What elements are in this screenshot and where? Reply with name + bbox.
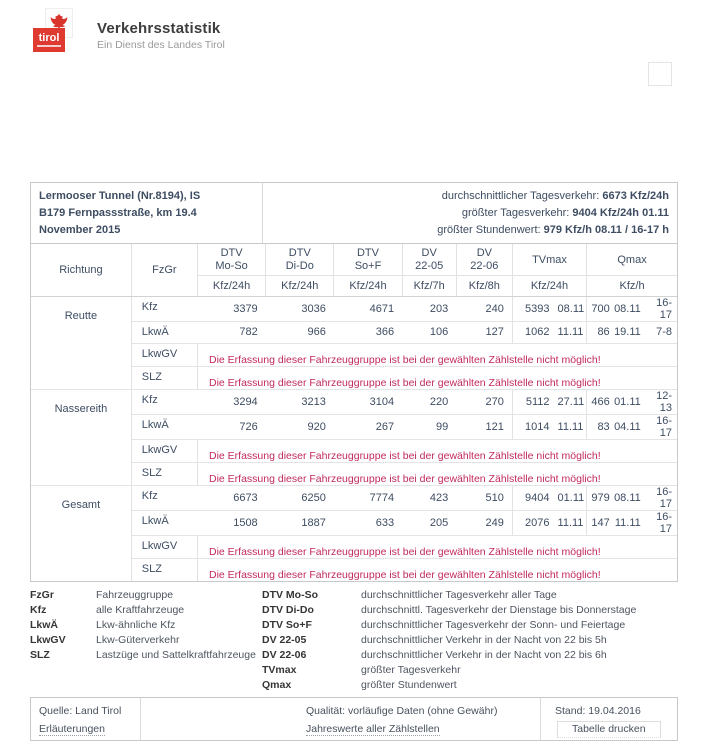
column-header-line1: Qmax: [617, 253, 647, 266]
cell-tvmax-date: 01.11: [558, 485, 587, 510]
station-road: B179 Fernpassstraße, km 19.4: [39, 207, 197, 219]
column-header-line1: DV: [421, 247, 437, 260]
cell-tvmax: 1014: [512, 414, 557, 439]
legend-term: LkwGV: [30, 634, 66, 646]
richtung-label: Reutte: [31, 296, 131, 389]
summary-max-hourly: [271, 222, 669, 239]
summary-avg-daily-label: durchschnittlicher Tagesverkehr:: [441, 190, 603, 202]
cell-qmax-hour: 16-17: [646, 510, 677, 535]
cell-dv-2205: 203: [402, 296, 456, 321]
cell-dtv-moso: 782: [197, 321, 265, 343]
cell-tvmax: 9404: [512, 485, 557, 510]
unit-dv-2206: Kfz/8h: [456, 275, 512, 296]
fzgr-label: LkwGV: [131, 439, 197, 462]
fzgr-label: LkwÄ: [131, 321, 197, 343]
legend-term: DTV Di-Do: [262, 604, 314, 616]
cell-tvmax: 5112: [512, 389, 557, 414]
legend-definition: Lastzüge und Sattelkraftfahrzeuge: [96, 649, 256, 661]
cell-dv-2206: 510: [456, 485, 512, 510]
brand-header: [33, 8, 225, 56]
erlaeuterungen-link[interactable]: Erläuterungen: [39, 723, 105, 735]
legend-definition: Lkw-Güterverkehr: [96, 634, 180, 646]
cell-qmax: 83: [587, 414, 613, 439]
cell-qmax-date: 19.11: [613, 321, 646, 343]
cell-dv-2206: 121: [456, 414, 512, 439]
legend-term: DV 22-06: [262, 649, 307, 661]
legend-item: [262, 678, 678, 693]
legend-item: [262, 648, 678, 663]
jahreswerte-link[interactable]: Jahreswerte aller Zählstellen: [306, 723, 440, 735]
unit-tvmax: Kfz/24h: [512, 275, 586, 296]
legend-term: DV 22-05: [262, 634, 307, 646]
table-row: [31, 485, 677, 510]
summary-max-daily-value: 9404 Kfz/24h 01.11: [572, 207, 669, 219]
legend-term: Kfz: [30, 604, 47, 616]
cell-qmax-hour: 16-17: [646, 414, 677, 439]
cell-dtv-moso: 3379: [197, 296, 265, 321]
cell-dv-2206: 240: [456, 296, 512, 321]
legend-definition: durchschnittlicher Verkehr in der Nacht von 22 bis 6h: [361, 649, 607, 661]
legend-item: [30, 588, 262, 603]
legend-definition: alle Kraftfahrzeuge: [96, 604, 185, 616]
summary-max-daily: [271, 205, 669, 222]
cell-dtv-sof: 7774: [334, 485, 402, 510]
not-possible-message: Die Erfassung dieser Fahrzeuggruppe ist bei der gewählten Zählstelle nicht möglich!: [197, 558, 677, 581]
legend-definition: durchschnittlicher Tagesverkehr der Sonn- und Feiertage: [361, 619, 626, 631]
fzgr-label: SLZ: [131, 558, 197, 581]
cell-dtv-dido: 966: [266, 321, 334, 343]
station-month: November 2015: [39, 224, 121, 236]
column-header-line1: DTV: [220, 247, 243, 260]
legend-term: FzGr: [30, 589, 54, 601]
fzgr-label: Kfz: [131, 389, 197, 414]
fzgr-label: LkwÄ: [131, 414, 197, 439]
cell-qmax-date: 01.11: [613, 389, 646, 414]
cell-qmax: 86: [587, 321, 613, 343]
unit-dtv-sof: Kfz/24h: [334, 275, 402, 296]
legend-definition: durchschnittlicher Verkehr in der Nacht von 22 bis 5h: [361, 634, 607, 646]
legend-item: [30, 603, 262, 618]
summary-values: [263, 183, 677, 243]
legend-item: [30, 618, 262, 633]
empty-placeholder-box: [648, 62, 672, 86]
cell-tvmax-date: 27.11: [558, 389, 587, 414]
fzgr-label: LkwGV: [131, 343, 197, 366]
cell-tvmax-date: 11.11: [558, 414, 587, 439]
cell-dtv-dido: 3213: [266, 389, 334, 414]
cell-tvmax-date: 08.11: [558, 296, 587, 321]
legend-term: Qmax: [262, 679, 292, 691]
cell-qmax-hour: 7-8: [646, 321, 677, 343]
cell-dtv-sof: 3104: [334, 389, 402, 414]
table-header: [31, 244, 677, 296]
stand-label: Stand: 19.04.2016: [555, 705, 641, 717]
cell-dtv-moso: 6673: [197, 485, 265, 510]
station-info: [31, 183, 263, 243]
cell-dtv-moso: 3294: [197, 389, 265, 414]
column-header-dv-2205: [402, 244, 456, 275]
legend-definition: Fahrzeuggruppe: [96, 589, 174, 601]
cell-dv-2205: 205: [402, 510, 456, 535]
station-info-block: [31, 183, 677, 244]
richtung-label: Nassereith: [31, 389, 131, 485]
not-possible-message: Die Erfassung dieser Fahrzeuggruppe ist bei der gewählten Zählstelle nicht möglich!: [197, 343, 677, 366]
column-header-line2: Di-Do: [285, 260, 314, 273]
summary-max-hourly-label: größter Stundenwert:: [437, 224, 544, 236]
station-name: Lermooser Tunnel (Nr.8194), IS: [39, 190, 201, 202]
cell-tvmax: 1062: [512, 321, 557, 343]
legend-item: [262, 588, 678, 603]
legend-term: LkwÄ: [30, 619, 59, 631]
not-possible-message: Die Erfassung dieser Fahrzeuggruppe ist bei der gewählten Zählstelle nicht möglich!: [197, 439, 677, 462]
cell-tvmax: 5393: [512, 296, 557, 321]
cell-qmax: 147: [587, 510, 613, 535]
legend: [30, 588, 678, 693]
footer-quality-cell: [141, 698, 541, 740]
column-header-line1: DTV: [356, 247, 379, 260]
legend-definition: größter Stundenwert: [361, 679, 457, 691]
column-header-dv-2206: [456, 244, 512, 275]
page-titles: [97, 8, 225, 51]
page-title: Verkehrsstatistik: [97, 20, 221, 37]
cell-dtv-moso: 726: [197, 414, 265, 439]
cell-tvmax-date: 11.11: [558, 321, 587, 343]
summary-max-daily-label: größter Tagesverkehr:: [461, 207, 573, 219]
statistics-document: [30, 182, 678, 582]
cell-qmax-date: 08.11: [613, 296, 646, 321]
cell-qmax: 979: [587, 485, 613, 510]
tirol-logo-wordmark: [33, 28, 65, 52]
cell-dv-2206: 249: [456, 510, 512, 535]
column-header-line2: 22-05: [415, 260, 444, 273]
column-header-line1: DV: [476, 247, 492, 260]
legend-definition: größter Tagesverkehr: [361, 664, 461, 676]
legend-term: TVmax: [262, 664, 297, 676]
cell-dtv-sof: 366: [334, 321, 402, 343]
cell-dtv-dido: 920: [266, 414, 334, 439]
legend-definition: Lkw-ähnliche Kfz: [96, 619, 176, 631]
footer-bar: [30, 697, 678, 741]
cell-qmax: 700: [587, 296, 613, 321]
legend-item: [30, 633, 262, 648]
cell-dv-2205: 106: [402, 321, 456, 343]
cell-dtv-dido: 3036: [266, 296, 334, 321]
source-label: Quelle: Land Tirol: [39, 705, 122, 717]
cell-dv-2206: 270: [456, 389, 512, 414]
page-subtitle: Ein Dienst des Landes Tirol: [97, 39, 225, 51]
column-header-richtung: Richtung: [31, 244, 131, 296]
footer-date-cell: [541, 698, 677, 740]
cell-qmax-date: 08.11: [613, 485, 646, 510]
cell-dtv-dido: 1887: [266, 510, 334, 535]
cell-qmax-hour: 16-17: [646, 485, 677, 510]
not-possible-message: Die Erfassung dieser Fahrzeuggruppe ist bei der gewählten Zählstelle nicht möglich!: [197, 366, 677, 389]
richtung-label: Gesamt: [31, 485, 131, 581]
table-row: [31, 296, 677, 321]
fzgr-label: LkwÄ: [131, 510, 197, 535]
unit-dv-2205: Kfz/7h: [402, 275, 456, 296]
quality-label: Qualität: vorläufige Daten (ohne Gewähr): [306, 705, 498, 717]
column-header-dtv-moso: [197, 244, 265, 275]
summary-avg-daily-value: 6673 Kfz/24h: [602, 190, 669, 202]
summary-avg-daily: [271, 188, 669, 205]
legend-term: DTV Mo-So: [262, 589, 318, 601]
cell-dv-2205: 423: [402, 485, 456, 510]
tirol-logo-underline: [37, 45, 61, 47]
legend-item: [30, 648, 262, 663]
legend-term: SLZ: [30, 649, 50, 661]
legend-term: DTV So+F: [262, 619, 312, 631]
not-possible-message: Die Erfassung dieser Fahrzeuggruppe ist bei der gewählten Zählstelle nicht möglich!: [197, 535, 677, 558]
cell-dv-2205: 220: [402, 389, 456, 414]
fzgr-label: Kfz: [131, 296, 197, 321]
cell-qmax-date: 11.11: [613, 510, 646, 535]
column-header-qmax: [587, 244, 677, 275]
legend-item: [262, 633, 678, 648]
fzgr-label: LkwGV: [131, 535, 197, 558]
cell-dtv-sof: 633: [334, 510, 402, 535]
unit-dtv-dido: Kfz/24h: [266, 275, 334, 296]
cell-dtv-dido: 6250: [266, 485, 334, 510]
legend-definition: durchschnittl. Tagesverkehr der Dienstage bis Donnerstage: [361, 604, 637, 616]
cell-dtv-sof: 4671: [334, 296, 402, 321]
footer-source-cell: [31, 698, 141, 740]
fzgr-label: SLZ: [131, 366, 197, 389]
print-table-button[interactable]: Tabelle drucken: [557, 721, 661, 738]
fzgr-label: Kfz: [131, 485, 197, 510]
column-header-tvmax: [512, 244, 586, 275]
cell-dtv-sof: 267: [334, 414, 402, 439]
legend-left-column: [30, 588, 262, 693]
cell-tvmax-date: 11.11: [558, 510, 587, 535]
unit-qmax: Kfz/h: [587, 275, 677, 296]
tirol-logo-text: tirol: [38, 32, 60, 44]
cell-qmax-hour: 16-17: [646, 296, 677, 321]
legend-item: [262, 603, 678, 618]
legend-right-column: [262, 588, 678, 693]
column-header-line1: DTV: [288, 247, 311, 260]
cell-tvmax: 2076: [512, 510, 557, 535]
cell-qmax: 466: [587, 389, 613, 414]
cell-qmax-date: 04.11: [613, 414, 646, 439]
unit-dtv-moso: Kfz/24h: [197, 275, 265, 296]
cell-qmax-hour: 12-13: [646, 389, 677, 414]
not-possible-message: Die Erfassung dieser Fahrzeuggruppe ist bei der gewählten Zählstelle nicht möglich!: [197, 462, 677, 485]
column-header-dtv-sof: [334, 244, 402, 275]
column-header-line1: TVmax: [532, 253, 567, 266]
cell-dtv-moso: 1508: [197, 510, 265, 535]
cell-dv-2205: 99: [402, 414, 456, 439]
tirol-logo: [33, 8, 93, 56]
cell-dv-2206: 127: [456, 321, 512, 343]
table-row: [31, 389, 677, 414]
traffic-table: [31, 244, 677, 581]
legend-definition: durchschnittlicher Tagesverkehr aller Tage: [361, 589, 557, 601]
fzgr-label: SLZ: [131, 462, 197, 485]
legend-item: [262, 618, 678, 633]
column-header-fzgr: FzGr: [131, 244, 197, 296]
legend-item: [262, 663, 678, 678]
column-header-line2: 22-06: [470, 260, 499, 273]
summary-max-hourly-value: 979 Kfz/h 08.11 / 16-17 h: [543, 224, 669, 236]
column-header-line2: So+F: [354, 260, 382, 273]
column-header-line2: Mo-So: [215, 260, 248, 273]
column-header-dtv-dido: [266, 244, 334, 275]
